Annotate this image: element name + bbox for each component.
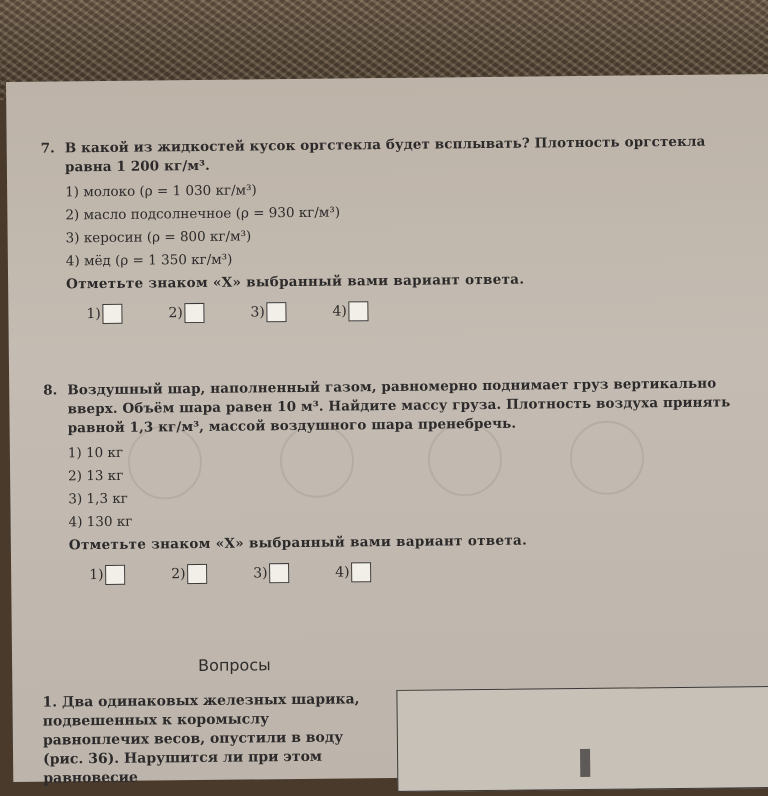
answer-instruction: Отметьте знаком «X» выбранный вами вариант ответа. <box>68 532 528 554</box>
answer-box-label: 1) <box>86 305 101 322</box>
answer-option: 3) керосин (ρ = 800 кг/м³) <box>65 228 252 247</box>
question-stem: Воздушный шар, наполненный газом, равномерно поднимает груз вертикально вверх. Объём шара равен 10 м³. Найдите массу груза. Плотность воздуха принять равной 1,3 кг/м³, массой воздушного шара пренебречь. <box>67 375 731 437</box>
answer-box-1[interactable] <box>89 564 171 585</box>
answer-boxes <box>42 297 742 324</box>
answer-box-3[interactable] <box>253 563 335 584</box>
question-number: 7. <box>40 140 55 157</box>
answer-box-label: 3) <box>250 303 265 320</box>
answer-option: 2) 13 кг <box>68 467 124 485</box>
question-8 <box>43 374 745 585</box>
question-7 <box>41 132 743 324</box>
answer-option: 2) масло подсолнечное (ρ = 930 кг/м³) <box>65 204 341 224</box>
question-7-header <box>41 132 741 177</box>
answer-instruction: Отметьте знаком «X» выбранный вами вариант ответа. <box>66 271 525 293</box>
answer-box-1[interactable] <box>86 303 168 324</box>
answer-box-label: 2) <box>168 304 183 321</box>
answer-box-2[interactable] <box>168 302 250 323</box>
answer-box-3[interactable] <box>250 302 332 323</box>
answer-option: 4) 130 кг <box>68 513 133 531</box>
answer-options <box>41 174 742 273</box>
answer-options <box>44 435 745 534</box>
figure-weight-mark <box>580 749 590 777</box>
answer-checkbox[interactable] <box>187 564 207 584</box>
section-title: Вопросы <box>198 655 271 676</box>
textbook-page <box>6 74 768 787</box>
answer-option: 4) мёд (ρ = 1 350 кг/м³) <box>65 251 233 270</box>
figure-frame <box>396 686 768 792</box>
answer-box-label: 4) <box>332 302 347 320</box>
answer-checkbox[interactable] <box>269 563 289 583</box>
answer-box-label: 2) <box>171 565 186 582</box>
question-stem: В какой из жидкостей кусок оргстекла будет всплывать? Плотность оргстекла равна 1 200 кг/м³. <box>64 133 706 176</box>
answer-checkbox[interactable] <box>351 562 371 582</box>
answer-boxes <box>45 558 745 585</box>
answer-checkbox[interactable] <box>267 302 287 322</box>
answer-option: 3) 1,3 кг <box>68 490 128 508</box>
answer-box-4[interactable] <box>332 301 414 322</box>
answer-checkbox[interactable] <box>103 304 123 324</box>
answer-box-4[interactable] <box>335 562 417 583</box>
question-8-header <box>43 374 744 438</box>
answer-box-label: 4) <box>335 563 350 581</box>
question-number: 8. <box>43 382 58 399</box>
answer-box-2[interactable] <box>171 563 253 584</box>
question-text: Два одинаковых железных шарика, подвешенных к коромыслу равноплечих весов, опустили в воду (рис. 36). Нарушится ли при этом равновесие <box>42 691 360 787</box>
answer-checkbox[interactable] <box>105 565 125 585</box>
answer-option: 1) 10 кг <box>67 444 124 462</box>
answer-box-label: 1) <box>89 566 104 583</box>
answer-box-label: 3) <box>253 564 268 581</box>
answer-checkbox[interactable] <box>349 301 369 321</box>
question-1 <box>42 690 379 789</box>
answer-checkbox[interactable] <box>185 303 205 323</box>
question-number: 1. <box>42 694 58 711</box>
answer-option: 1) молоко (ρ = 1 030 кг/м³) <box>65 182 257 201</box>
